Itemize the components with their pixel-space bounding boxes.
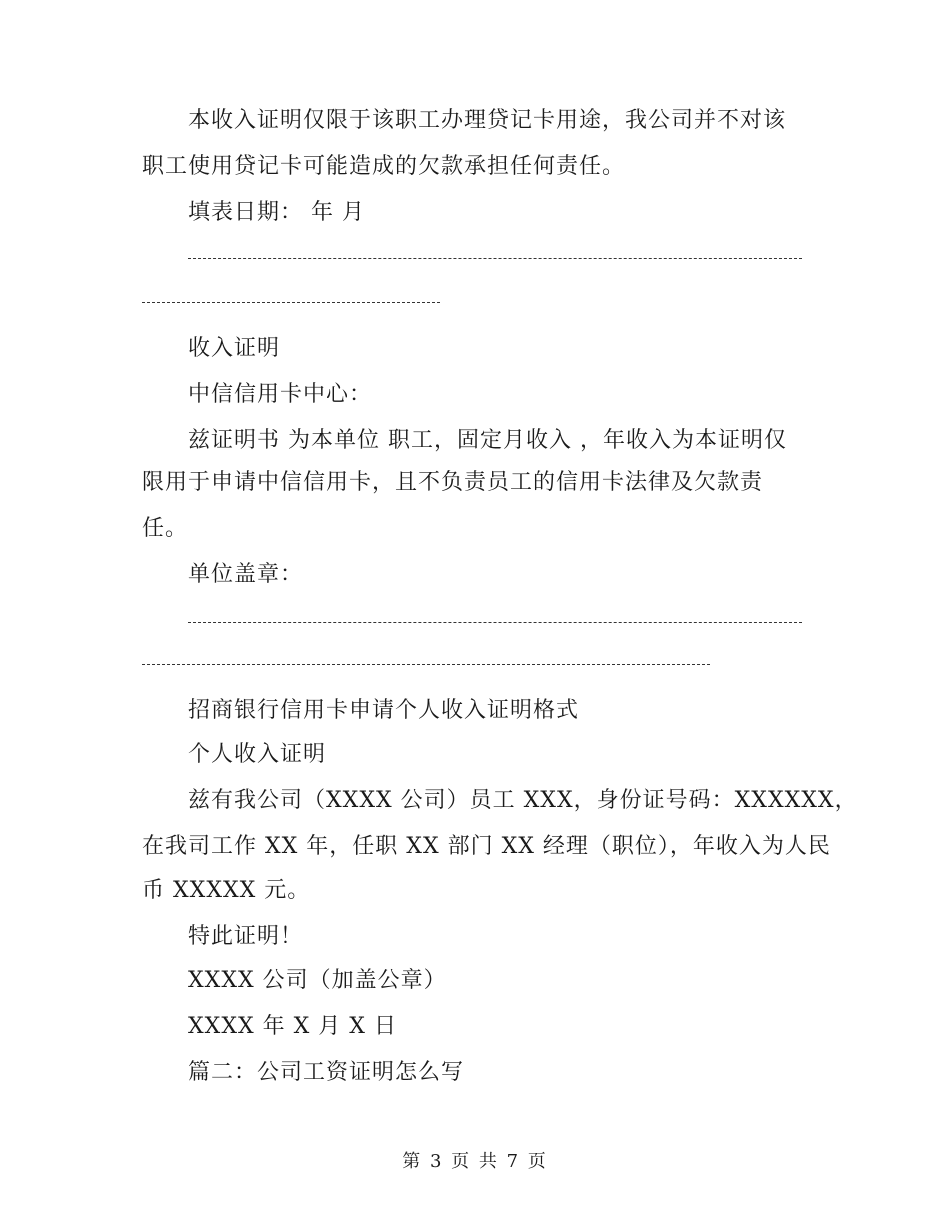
paragraph-2-line-2: 限用于申请中信信用卡，且不负责员工的信用卡法律及欠款责: [142, 470, 764, 495]
paragraph-1-line-2: 职工使用贷记卡可能造成的欠款承担任何责任。: [142, 154, 626, 179]
date-line: XXXX 年 X 月 X 日: [188, 1014, 397, 1039]
section-2-title: 收入证明: [188, 336, 281, 361]
separator-rule-2a: [188, 622, 802, 623]
separator-rule-1a: [188, 258, 802, 259]
paragraph-3-line-1: 兹有我公司（XXXX 公司）员工 XXX，身份证号码：XXXXXX，: [188, 788, 858, 813]
company-seal-line: XXXX 公司（加盖公章）: [188, 968, 447, 993]
part-two-heading: 篇二：公司工资证明怎么写: [188, 1060, 465, 1085]
paragraph-1-line-1: 本收入证明仅限于该职工办理贷记卡用途，我公司并不对该: [188, 108, 787, 133]
paragraph-3-line-3: 币 XXXXX 元。: [142, 878, 311, 903]
section-2-addressee: 中信信用卡中心：: [188, 382, 373, 407]
paragraph-3-line-2: 在我司工作 XX 年，任职 XX 部门 XX 经理（职位），年收入为人民: [142, 834, 831, 859]
paragraph-2-line-1: 兹证明书 为本单位 职工，固定月收入 ，年收入为本证明仅: [188, 428, 787, 453]
unit-seal-line: 单位盖章：: [188, 562, 304, 587]
section-3-heading: 招商银行信用卡申请个人收入证明格式: [188, 698, 580, 723]
paragraph-2-line-3: 任。: [142, 516, 189, 541]
fill-date-line: 填表日期： 年 月: [188, 200, 365, 225]
page-number-footer: 第 3 页 共 7 页: [402, 1151, 548, 1172]
separator-rule-2b: [142, 664, 710, 665]
certify-line: 特此证明！: [188, 924, 304, 949]
separator-rule-1b: [142, 302, 440, 303]
section-3-title: 个人收入证明: [188, 742, 327, 767]
